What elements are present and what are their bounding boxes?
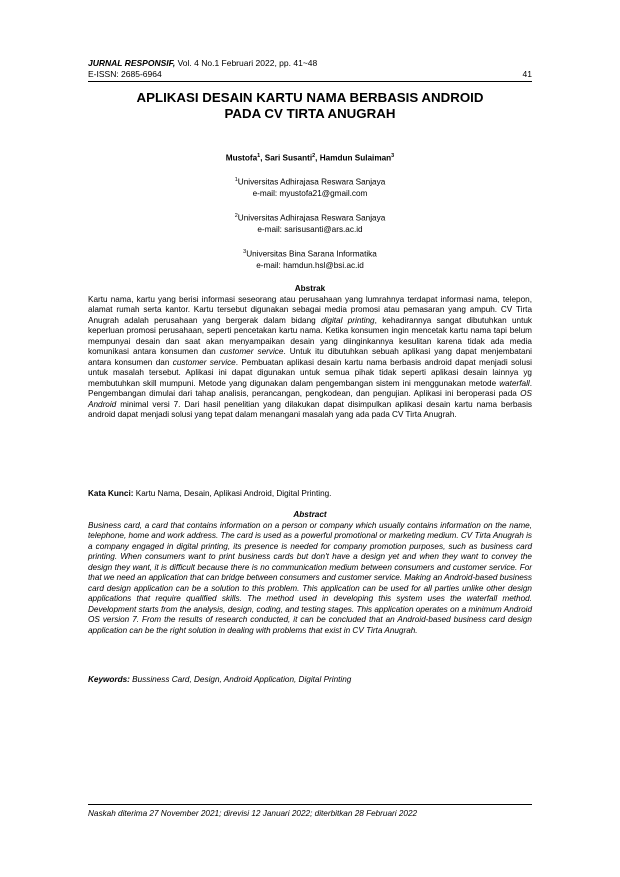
keywords-en — [88, 675, 532, 685]
author-affil-mark: 1 — [257, 153, 261, 159]
abstrak-text: , kehadirannya sangat dibutuhkan untuk keperluan promosi perusahaan, seperti pencetakan kartu nama. Ketika konsumen ingin mencetak kartu nama tapi belum mempunyai desain dan saat akan menyampaikan desain yang diinginkannya kesulitan karena tidak ada media komunikasi antara konsumen dan — [88, 315, 532, 357]
abstrak-text: . Pengembangan dimulai dari tahap analisis, perancangan, pengkodean, dan pengujian. Aplikasi ini beroperasi pada — [88, 378, 532, 399]
abstrak-term: OS Android — [88, 389, 532, 409]
author-list — [88, 151, 532, 164]
keywords-value: Bussiness Card, Design, Android Application, Digital Printing — [129, 675, 352, 684]
abstrak-term: customer service — [219, 347, 284, 357]
author-name: Hamdun Sulaiman — [319, 153, 392, 163]
paper-title — [60, 90, 560, 122]
journal-citation — [88, 58, 317, 68]
abstrak-heading: Abstrak — [294, 284, 326, 293]
kata-kunci-value: Kartu Nama, Desain, Aplikasi Android, Digital Printing. — [133, 489, 332, 498]
header-divider — [88, 81, 532, 82]
abstrak-body — [88, 295, 532, 420]
author-separator: , — [260, 153, 265, 163]
issn: E-ISSN: 2685-6964 — [88, 69, 162, 79]
abstrak-text: Kartu nama, kartu yang berisi informasi seseorang atau perusahaan yang lumrahnya terdapat informasi nama, telepon, alamat rumah serta kantor. Kartu tersebut digunakan sebagai media promosi atau pemasaran yang ampuh. CV Tirta Anugrah adalah perusahaan yang bergerak dalam bidang — [88, 295, 532, 325]
abstrak-text: . Pembuatan aplikasi desain kartu nama berbasis android dapat menjadi solusi untuk masalah tersebut. Aplikasi ini dapat digunakan untuk semua pihak tidak seperti aplikasi desain lainnya yg membutuhkan skill mumpuni. Metode yang digunakan dalam pengembangan sistem ini menggunakan metode — [88, 357, 532, 388]
abstract-heading: Abstract — [293, 510, 327, 519]
kata-kunci — [88, 489, 532, 499]
affil-institution: Universitas Bina Sarana Informatika — [246, 249, 377, 259]
affil-institution: Universitas Adhirajasa Reswara Sanjaya — [237, 177, 386, 187]
affiliation-3 — [88, 247, 532, 271]
title-line-2: PADA CV TIRTA ANUGRAH — [224, 106, 396, 121]
keywords-label: Keywords: — [88, 675, 130, 684]
affil-institution: Universitas Adhirajasa Reswara Sanjaya — [237, 213, 386, 223]
abstract-body: Business card, a card that contains information on a person or company which usually contains information on the name, telephone, home and work address. The card is used as a powerful promotional or marketing medium. CV Tirta Anugrah is a company engaged in digital printing, its presence is needed for company promotion purposes, such as business card printing. When consumers want to print business cards but don't have a design yet and when they want to convey the design they want, it is difficult because there is no communication medium between consumers and customer service. For that we need an application that can bridge between consumers and customer service. Making an Android-based business card design application can be a solution to this problem. This application can be used for all parties unlike other design applications that require qualified skills. The method used in developing this system uses the waterfall method. Development starts from the analysis, design, coding, and testing stages. This application operates on a minimum Android OS version 7. From the results of research conducted, it can be concluded that an Android-based business card design application can be the right solution in dealing with problems that exist in CV Tirta Anugrah. — [88, 521, 532, 635]
affiliation-1 — [88, 175, 532, 199]
affiliation-2 — [88, 211, 532, 235]
affil-mark: 3 — [243, 249, 247, 255]
title-line-1: APLIKASI DESAIN KARTU NAMA BERBASIS ANDROID — [136, 90, 484, 105]
affil-email: e-mail: hamdun.hsl@bsi.ac.id — [256, 260, 364, 270]
author-affil-mark: 2 — [312, 153, 316, 159]
kata-kunci-label: Kata Kunci: — [88, 489, 134, 498]
abstrak-term: waterfall — [499, 378, 530, 388]
author-separator: , — [315, 153, 320, 163]
affil-email: e-mail: sarisusanti@ars.ac.id — [257, 224, 363, 234]
abstrak-text: minimal versi 7. Dari hasil penelitian yang dilakukan dapat disimpulkan aplikasi desain kartu nama berbasis android dapat menjadi solusi yang tepat dalam menangani masalah yang ada pada CV Tirta Anugrah. — [88, 399, 532, 419]
affil-mark: 1 — [234, 177, 238, 183]
author-affil-mark: 3 — [391, 153, 395, 159]
footer-divider — [88, 804, 532, 805]
page-number: 41 — [522, 69, 532, 79]
journal-issue: Vol. 4 No.1 Februari 2022, pp. 41~48 — [175, 58, 318, 68]
author-name: Sari Susanti — [264, 153, 313, 163]
affil-mark: 2 — [234, 213, 238, 219]
affil-email: e-mail: myustofa21@gmail.com — [252, 188, 368, 198]
abstrak-term: digital printing — [321, 315, 375, 325]
journal-name: JURNAL RESPONSIF, — [88, 58, 176, 68]
abstrak-term: customer service — [172, 357, 236, 367]
abstrak-text: . Untuk itu dibutuhkan sebuah aplikasi yang dapat menjembatani antara konsumen dan — [88, 347, 532, 367]
author-name: Mustofa — [225, 153, 258, 163]
submission-dates: Naskah diterima 27 November 2021; direvisi 12 Januari 2022; diterbitkan 28 Februari 2022 — [88, 809, 418, 818]
